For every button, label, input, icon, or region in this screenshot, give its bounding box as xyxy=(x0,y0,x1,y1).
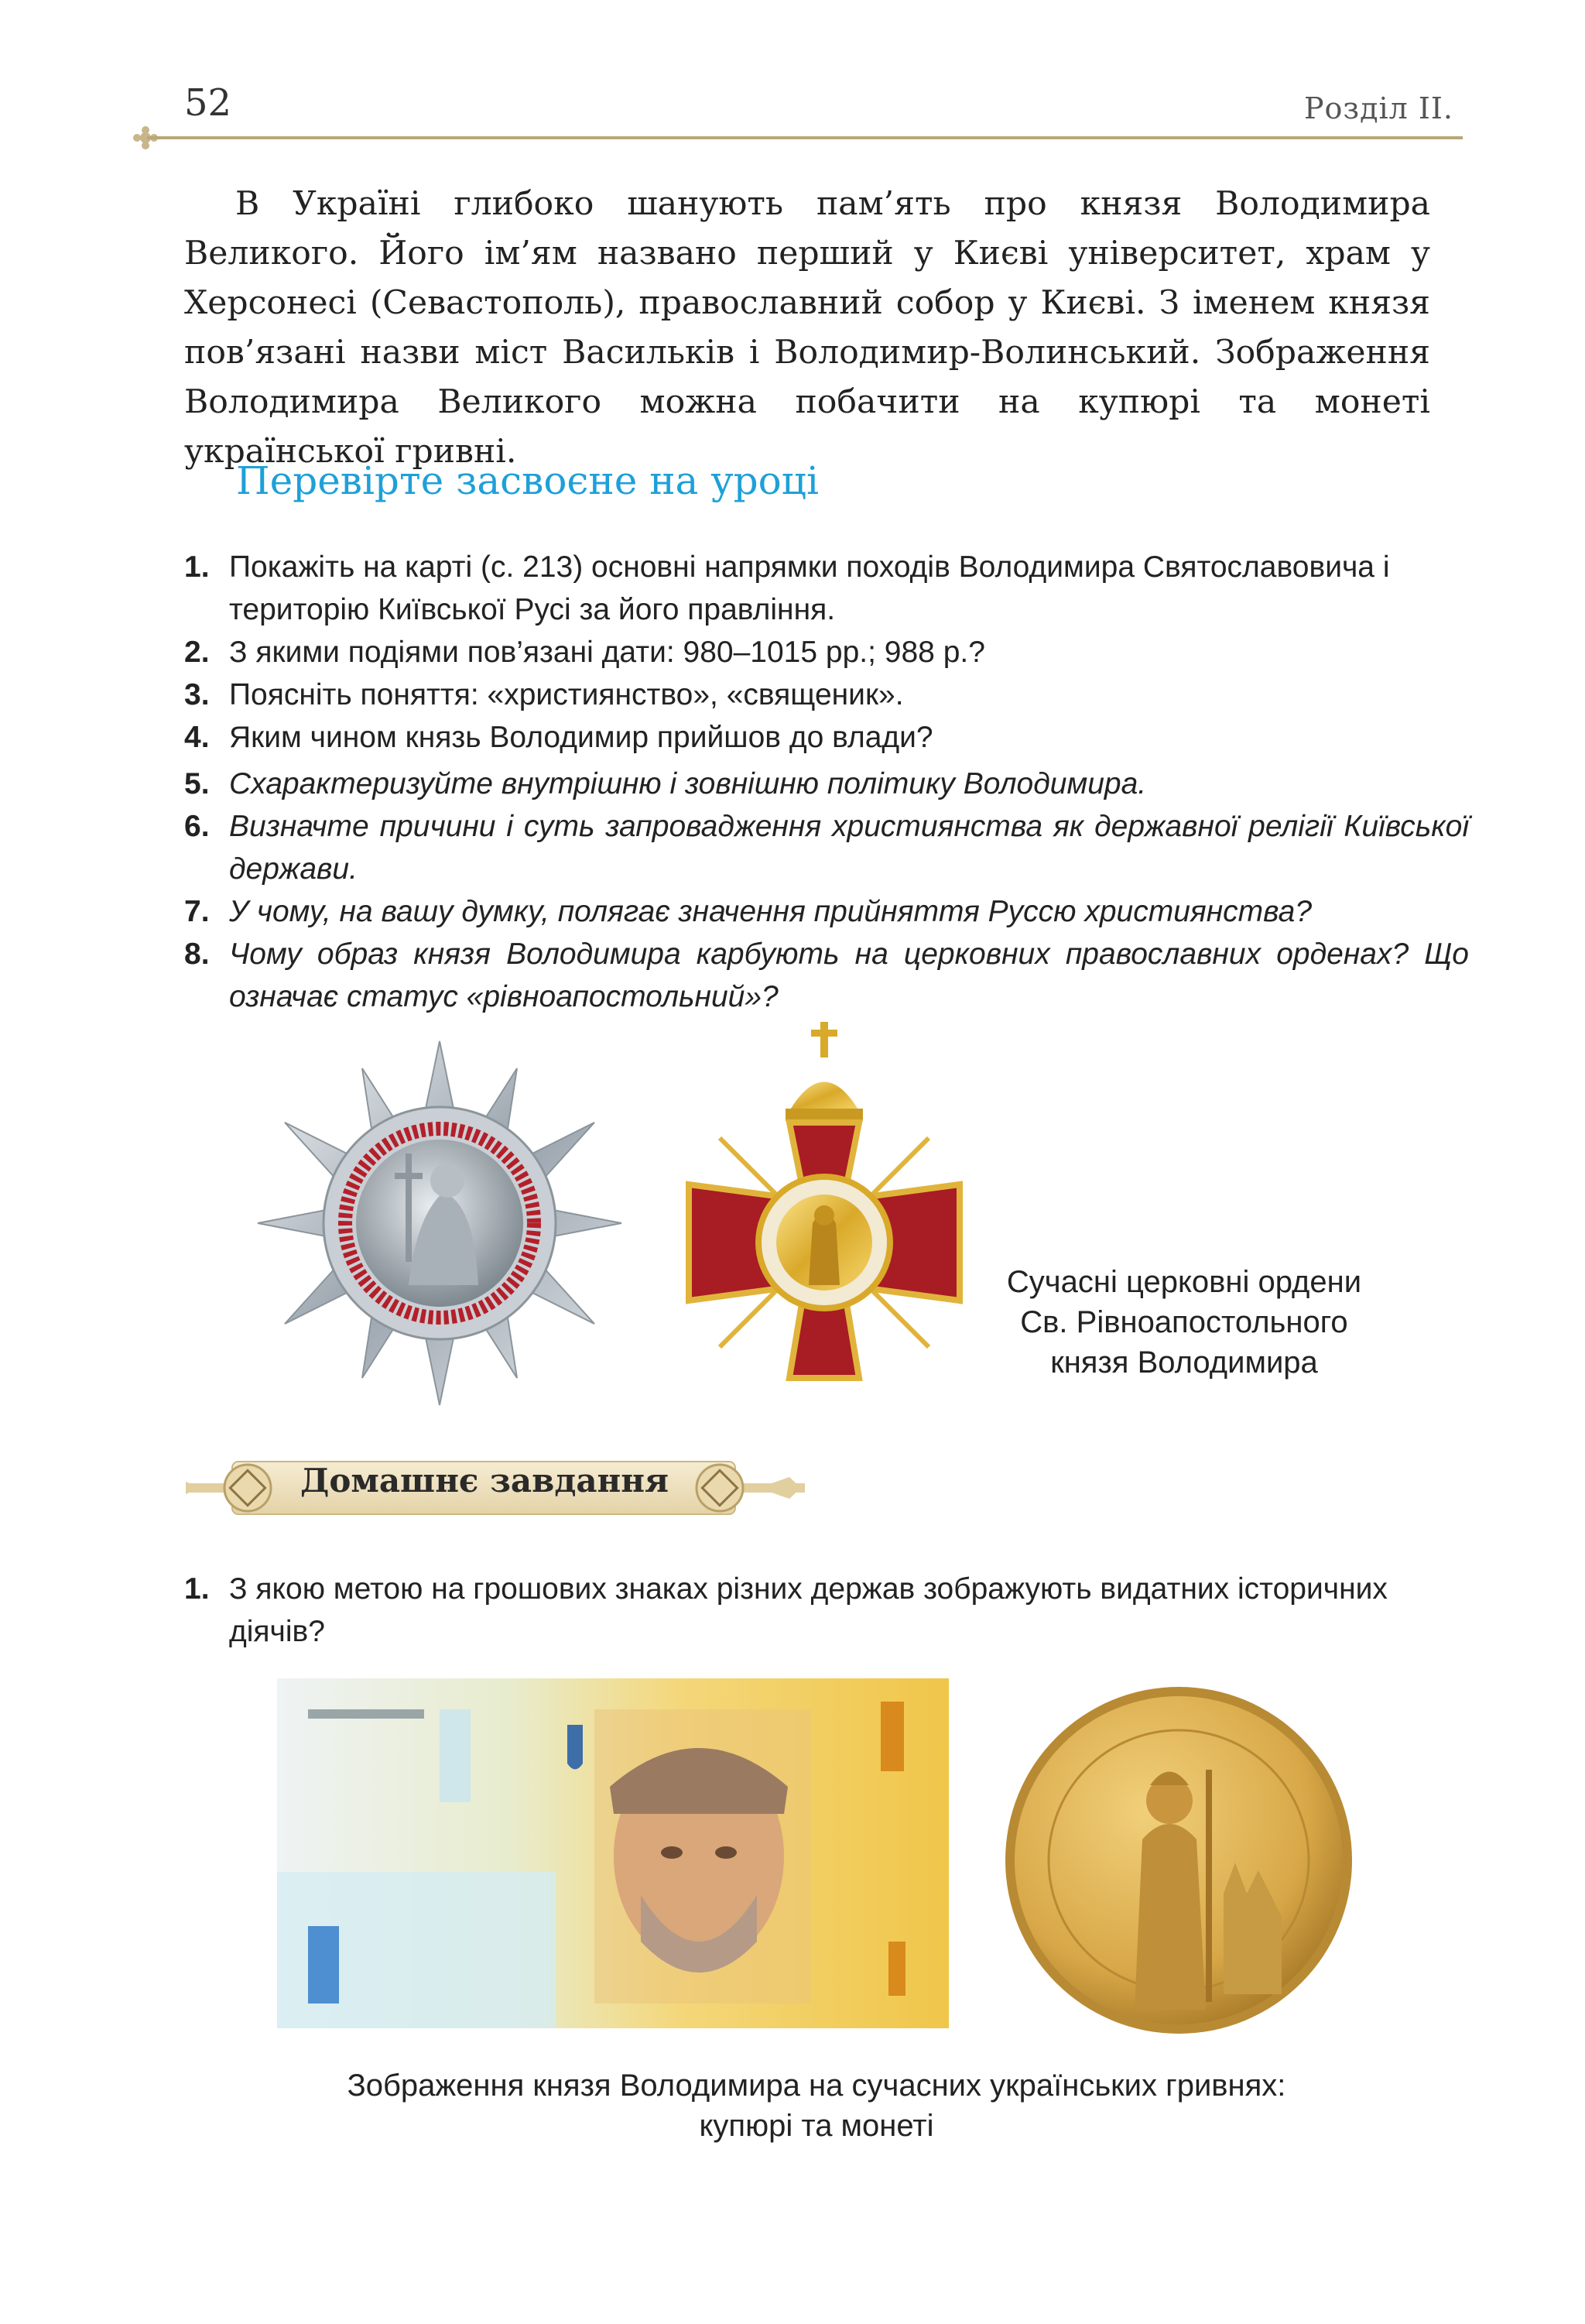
question-item xyxy=(184,546,1469,631)
caption-line: Сучасні церковні ордени xyxy=(1006,1265,1362,1299)
question-number: 7. xyxy=(184,895,210,928)
question-number: 1. xyxy=(184,550,210,584)
question-text: З якими подіями пов’язані дати: 980–1015 рр.; 988 р.? xyxy=(229,636,985,669)
question-number: 4. xyxy=(184,721,210,754)
caption-line: Св. Рівноапостольного xyxy=(1020,1305,1348,1339)
question-number: 8. xyxy=(184,937,210,971)
homework-questions xyxy=(184,1568,1469,1653)
question-item xyxy=(184,674,1469,716)
question-item xyxy=(184,1568,1469,1653)
intro-paragraph: В Україні глибоко шанують пам’ять про князя Володимира Великого. Його ім’ям названо перший у Києві університет, храм у Херсонесі (Севастополь), православний собор у Києві. З іменем князя пов’язані назви міст Васильків і Володимир-Волинський. Зображення Володимира Великого можна побачити на купюрі та монеті української гривні. xyxy=(184,185,1430,471)
question-number: 3. xyxy=(184,678,210,711)
question-number: 5. xyxy=(184,767,210,800)
review-questions-advanced xyxy=(184,763,1469,1018)
banknote-image xyxy=(277,1678,949,2028)
question-item xyxy=(184,763,1469,805)
orders-caption xyxy=(983,1262,1385,1383)
question-number: 1. xyxy=(184,1572,210,1606)
gold-cross-order-image xyxy=(673,1022,975,1386)
question-text: Поясніть поняття: «християнство», «священик». xyxy=(229,678,904,711)
homework-label: Домашнє завдання xyxy=(300,1462,669,1500)
question-text: Покажіть на карті (с. 213) основні напрямки походів Володимира Святославовича і територію Київської Русі за його правління. xyxy=(229,550,1390,626)
question-item xyxy=(184,631,1469,674)
header-rule xyxy=(147,136,1463,139)
section-label: Розділ ІІ. xyxy=(1303,91,1453,125)
question-item xyxy=(184,933,1469,1018)
section-heading: Перевірте засвоєне на уроці xyxy=(236,458,819,503)
question-item xyxy=(184,716,1469,759)
question-text: Яким чином князь Володимир прийшов до влади? xyxy=(229,721,933,754)
page-number: 52 xyxy=(184,81,232,125)
question-number: 2. xyxy=(184,636,210,669)
question-number: 6. xyxy=(184,810,210,843)
money-caption xyxy=(255,2065,1378,2146)
coin-image xyxy=(1003,1685,1354,2036)
caption-line: князя Володимира xyxy=(1050,1345,1318,1380)
question-item xyxy=(184,890,1469,933)
question-text: Чому образ князя Володимира карбують на церковних православних орденах? Що означає статус «рівноапостольний»? xyxy=(229,937,1469,1013)
caption-line: Зображення князя Володимира на сучасних українських гривнях: xyxy=(347,2069,1286,2103)
caption-line: купюрі та монеті xyxy=(699,2109,934,2143)
question-item xyxy=(184,805,1469,890)
review-questions xyxy=(184,546,1469,759)
silver-order-image xyxy=(254,1037,625,1409)
question-text: З якою метою на грошових знаках різних держав зображують видатних історичних діячів? xyxy=(229,1572,1388,1648)
question-text: Схарактеризуйте внутрішню і зовнішню політику Володимира. xyxy=(229,767,1147,800)
question-text: Визначте причини і суть запровадження християнства як державної релігії Київської держави. xyxy=(229,810,1469,886)
question-text: У чому, на вашу думку, полягає значення прийняття Руссю християнства? xyxy=(229,895,1313,928)
